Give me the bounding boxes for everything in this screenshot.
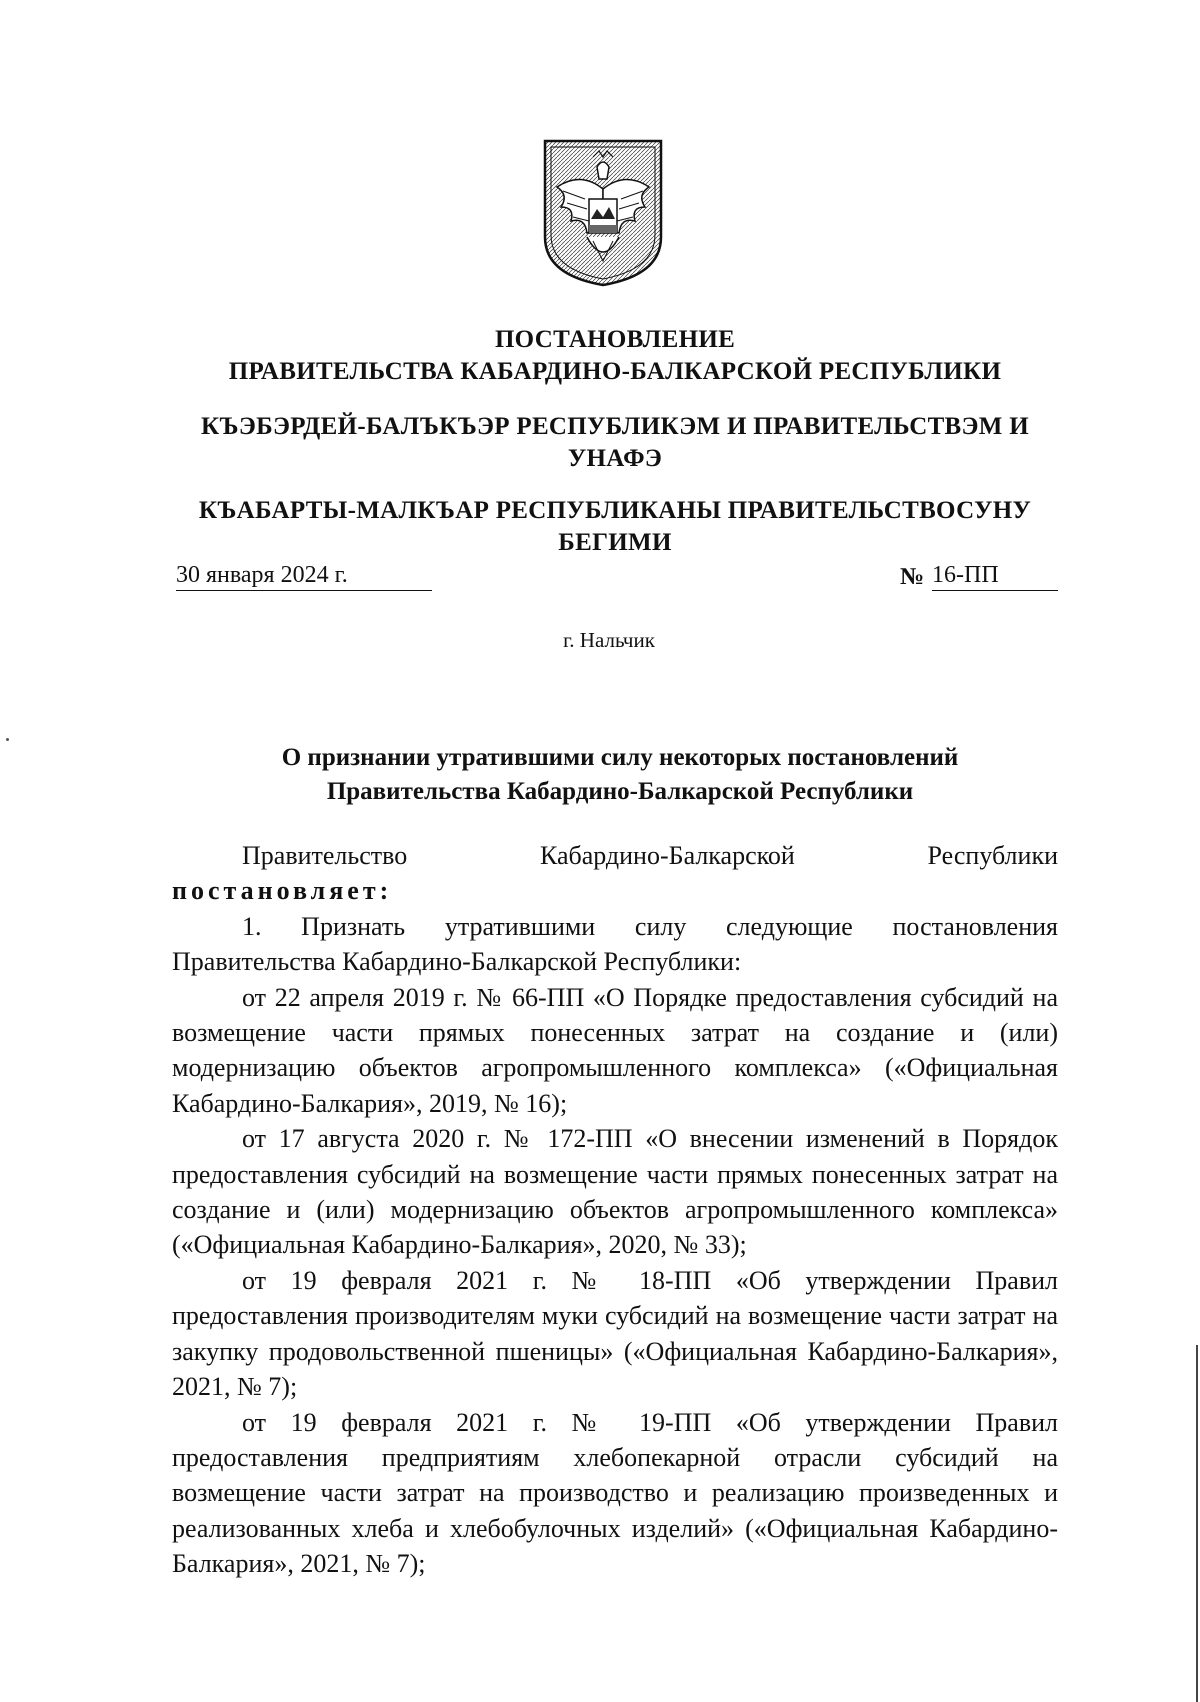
- repealed-decree-paragraph: от 19 февраля 2021 г. № 19-ПП «Об утверждении Правил предоставления предприятиям хлебопекарной отрасли субсидий на возмещение части затрат на производство и реализацию произведенных и реализованных хлеба и хлебобулочных изделий» («Официальная Кабардино-Балкария», 2021, № 7);: [172, 1407, 1058, 1579]
- heading-line: ПРАВИТЕЛЬСТВА КАБАРДИНО-БАЛКАРСКОЙ РЕСПУБЛИКИ: [228, 358, 1002, 385]
- kabardian-heading: [170, 411, 1060, 475]
- heading-line: КЪЭБЭРДЕЙ-БАЛЪКЪЭР РЕСПУБЛИКЭМ И ПРАВИТЕЛЬСТВЭМ И: [201, 413, 1029, 440]
- decree-word: постановляет:: [172, 876, 393, 906]
- title-line: О признании утратившими силу некоторых постановлений: [281, 744, 959, 771]
- number-sign: №: [900, 564, 925, 590]
- scan-speck: [6, 738, 9, 741]
- intro-paragraph: Правительство Кабардино-Балкарской Республики: [242, 841, 1058, 870]
- scan-edge-line: [1196, 1345, 1198, 1702]
- heading-line: БЕГИМИ: [558, 529, 672, 556]
- repealed-decree-paragraph: от 17 августа 2020 г. № 172-ПП «О внесении изменений в Порядок предоставления субсидий на возмещение части прямых понесенных затрат на создание и (или) модернизацию объектов агропромышленного комплекса» («Официальная Кабардино-Балкария», 2020, № 33);: [172, 1124, 1058, 1260]
- document-body: [172, 838, 1058, 1582]
- city-label: г. Нальчик: [563, 628, 655, 652]
- title-line: Правительства Кабардино-Балкарской Республики: [326, 778, 914, 805]
- coat-of-arms-emblem: [541, 137, 665, 287]
- heading-line: УНАФЭ: [567, 445, 663, 472]
- document-number: 16-ПП: [932, 560, 1058, 591]
- item-1-paragraph: 1. Признать утратившими силу следующие постановления Правительства Кабардино-Балкарской Республики:: [172, 911, 1058, 977]
- heading-line: ПОСТАНОВЛЕНИЕ: [494, 326, 736, 353]
- document-date: 30 января 2024 г.: [176, 560, 432, 591]
- document-type-heading: [170, 324, 1060, 388]
- repealed-decree-paragraph: от 19 февраля 2021 г. № 18-ПП «Об утверждении Правил предоставления производителям муки субсидий на возмещение части затрат на закупку продовольственной пшеницы» («Официальная Кабардино-Балкария», 2021, № 7);: [172, 1265, 1058, 1402]
- heading-line: КЪАБАРТЫ-МАЛКЪАР РЕСПУБЛИКАНЫ ПРАВИТЕЛЬСТВОСУНУ: [198, 497, 1032, 524]
- date-number-row: [0, 560, 1200, 600]
- balkar-heading: [170, 495, 1060, 559]
- document-title: [200, 741, 1040, 809]
- repealed-decree-paragraph: от 22 апреля 2019 г. № 66-ПП «О Порядке предоставления субсидий на возмещение части прямых понесенных затрат на создание и (или) модернизацию объектов агропромышленного комплекса» («Официальная Кабардино-Балкария», 2019, № 16);: [172, 982, 1058, 1118]
